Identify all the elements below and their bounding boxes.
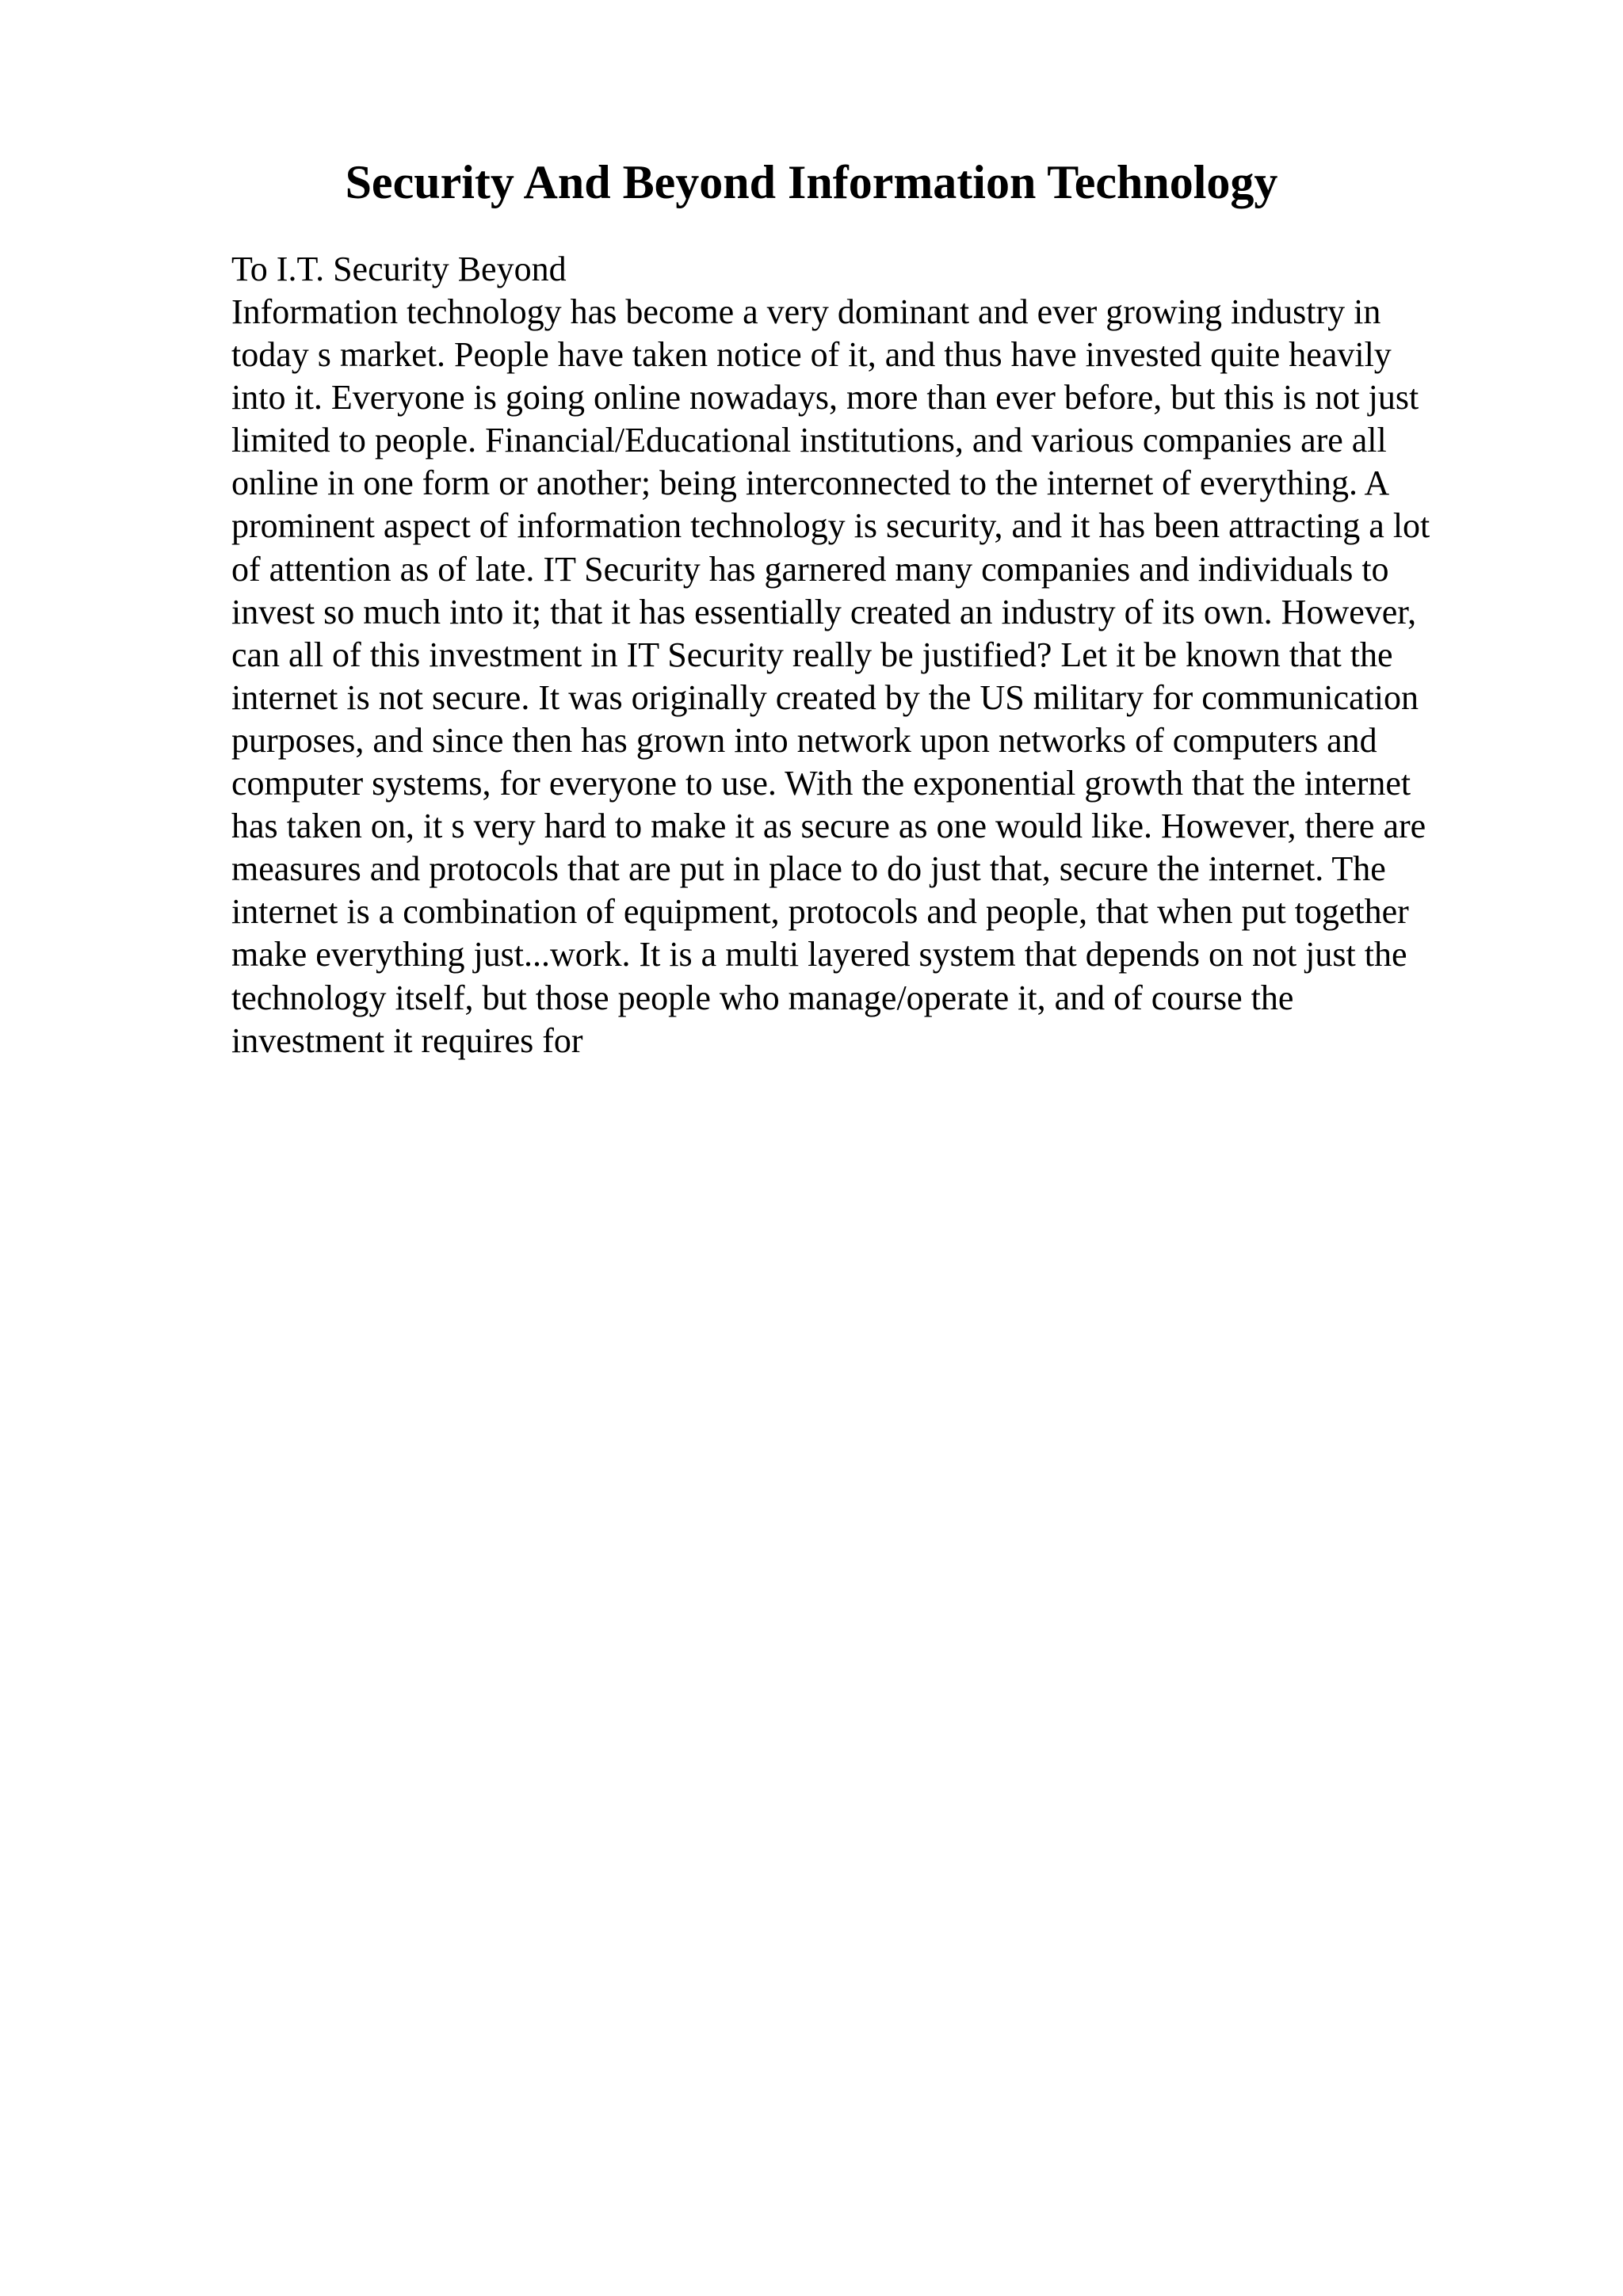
- document-subtitle: To I.T. Security Beyond: [231, 250, 567, 288]
- body-line: invest so much into it; that it has essentially created an industry of its own. However,: [231, 592, 1417, 631]
- body-line: today s market. People have taken notice of it, and thus have invested quite heavily: [231, 335, 1392, 375]
- body-line: internet is not secure. It was originally created by the US military for communication: [231, 677, 1419, 717]
- body-line: computer systems, for everyone to use. With the exponential growth that the internet: [231, 764, 1411, 803]
- body-text: [231, 291, 1515, 1062]
- document-title: Security And Beyond Information Technology: [345, 156, 1278, 208]
- body-line: into it. Everyone is going online nowadays, more than ever before, but this is not just: [231, 378, 1419, 418]
- body-line: purposes, and since then has grown into network upon networks of computers and: [231, 720, 1377, 760]
- body-line: technology itself, but those people who manage/operate it, and of course the: [231, 978, 1294, 1017]
- body-line: can all of this investment in IT Security really be justified? Let it be known that the: [231, 635, 1393, 674]
- body-line: of attention as of late. IT Security has garnered many companies and individuals to: [231, 549, 1389, 589]
- body-line: measures and protocols that are put in place to do just that, secure the internet. The: [231, 849, 1386, 889]
- body-line: has taken on, it s very hard to make it as secure as one would like. However, there are: [231, 807, 1426, 846]
- body-line: Information technology has become a very dominant and ever growing industry in: [231, 292, 1381, 331]
- body-line: prominent aspect of information technology is security, and it has been attracting a lot: [231, 506, 1430, 546]
- body-line: internet is a combination of equipment, protocols and people, that when put together: [231, 892, 1409, 932]
- body-line: limited to people. Financial/Educational institutions, and various companies are all: [231, 421, 1387, 460]
- body-line: make everything just...work. It is a multi layered system that depends on not just the: [231, 935, 1407, 974]
- body-line: investment it requires for: [231, 1020, 583, 1060]
- body-line: online in one form or another; being interconnected to the internet of everything. A: [231, 463, 1390, 503]
